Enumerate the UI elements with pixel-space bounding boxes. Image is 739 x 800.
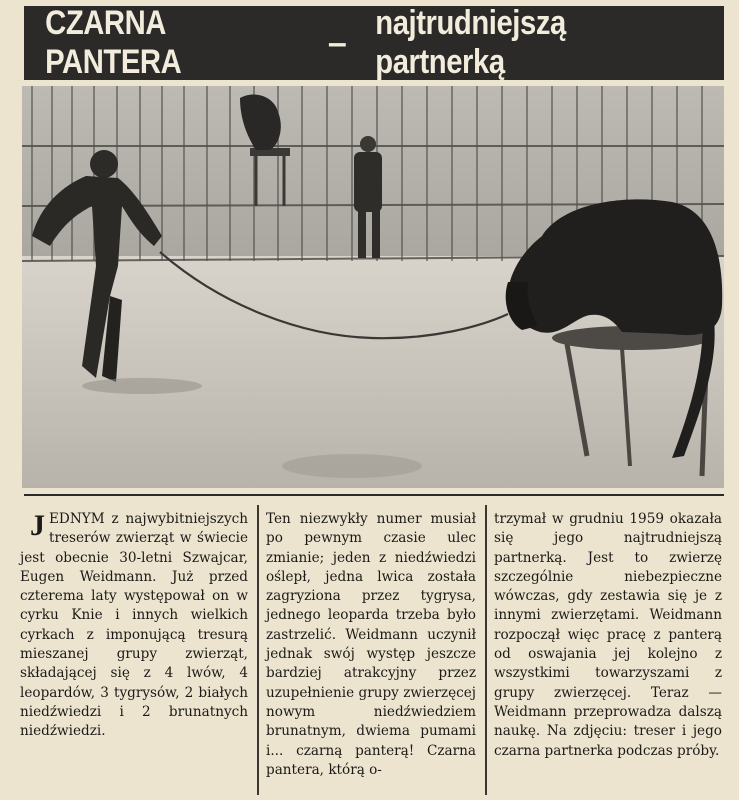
article-photo [22,86,724,488]
headline-separator: – [327,23,347,62]
divider-line [24,494,724,496]
headline-part1: CZARNA PANTERA [45,4,182,81]
headline-banner [24,6,724,80]
column-rule-1 [257,505,259,795]
column-3-text: trzymał w grudniu 1959 okazała się jego najtrudniejszą partnerką. Jest to zwierzę szczególnie niebezpieczne wówczas, gdy zestawia się je z innymi zwierzętami. Weidmann rozpoczął więc pracę z panterą od oswajania jej kolejno z wszystkimi towarzyszami z grupy zwierzęcej. Teraz — Weidmann przeprowadza dalszą naukę. Na zdjęciu: treser i jego czarna partnerka podczas próby. [494,511,722,759]
article-column-1 [20,510,248,742]
drop-cap: J [30,509,45,542]
column-1-text: EDNYM z najwybitniejszych treserów zwierząt w świecie jest obecnie 30-letni Szwajcar, Eugen Weidmann. Już przed czterema laty występował on w cyrku Knie i innych wielkich cyrkach z imponującą tresurą mieszanej grupy zwierząt, składającej się z 4 lwów, 4 leopardów, 3 tygrysów, 2 białych niedźwiedzi i 2 brunatnych niedźwiedzi. [20,511,248,740]
headline-part2: najtrudniejszą partnerką [375,4,566,81]
article-column-3 [494,510,722,761]
column-rule-2 [485,505,487,795]
article-column-2 [266,510,476,780]
column-2-text: Ten niezwykły numer musiał po pewnym czasie ulec zmianie; jeden z niedźwiedzi oślepł, jedna lwica została zagryziona przez tygrysa, jednego leoparda trzeba było zastrzelić. Weidmann uczynił jednak swój występ jeszcze bardziej atrakcyjny przez uzupełnienie grupy zwierzęcej nowym niedźwiedziem brunatnym, dwiema pumami i... czarną panterą! Czarna pantera, którą o- [266,511,476,778]
